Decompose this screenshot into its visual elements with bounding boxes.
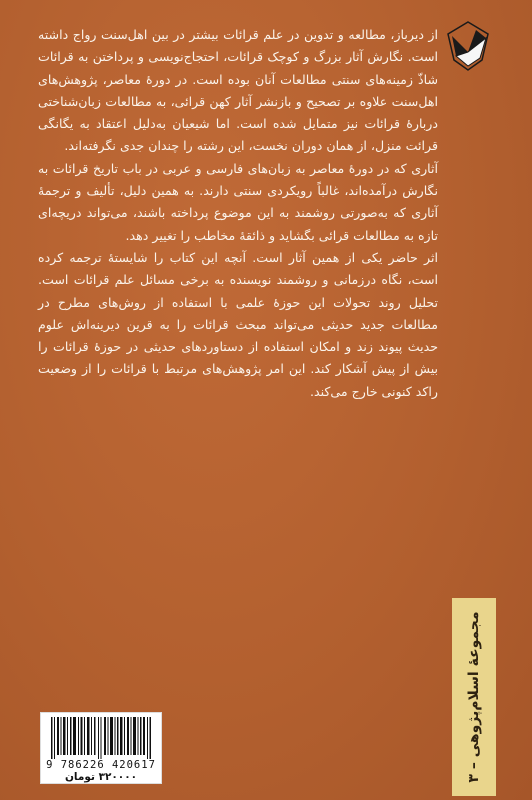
price-label: ۳۲۰۰۰۰ تومان bbox=[64, 771, 138, 783]
series-band bbox=[452, 598, 496, 796]
barcode-sticker bbox=[40, 712, 162, 784]
blurb-paragraph-1: از دیرباز، مطالعه و تدوین در علم قرائات بیشتر در بین اهل‌سنت رواج داشته است. نگارش آثار بزرگ و کوچک قرائات، احتجاج‌نویسی و پرداختن به قرائات شاذّ زمینه‌های سنتی مطالعات آنان بوده است. در دورهٔ معاصر، پژوهش‌های اهل‌سنت علاوه بر تصحیح و بازنشر آثار کهن قرائی، به مطالعات زبان‌شناختی دربارهٔ قرائات نیز متمایل شده است. اما شیعیان به‌دلیل اعتقاد به یگانگی قرائت منزل، از همان دوران نخست، این رشته را چندان جدی نگرفته‌اند. bbox=[38, 27, 438, 154]
back-cover-blurb bbox=[38, 24, 438, 403]
barcode-icon bbox=[49, 717, 153, 759]
blurb-paragraph-3: اثر حاضر یکی از همین آثار است. آنچه این کتاب را شایستهٔ ترجمه کرده است، نگاه درزمانی و روشمند نویسنده به برخی مسائل علم قرائات است. تحلیل روند تحولات این حوزهٔ علمی با استفاده از روش‌های مطرح در مطالعات جدید حدیثی می‌تواند مبحث قرائات را به قرین دیرینه‌اش علوم حدیث پیوند زند و امکان استفاده از دستاوردهای حدیثی در حوزهٔ قرائات را بیش از پیش آشکار کند. این امر پژوهش‌های مرتبط با قرائات را از وضعیت راکد کنونی خارج می‌کند. bbox=[38, 249, 438, 399]
blurb-paragraph-2: آثاری که در دورهٔ معاصر به زبان‌های فارسی و عربی در باب تاریخ قرائات به نگارش درآمده‌اند، غالباً رویکردی سنتی دارند. به همین دلیل، تألیف و ترجمهٔ آثاری که به‌صورتی روشمند به این موضوع پرداخته باشند، می‌تواند دریچه‌ای تازه به مطالعات قرائی بگشاید و ذائقهٔ مخاطب را تغییر دهد. bbox=[38, 160, 438, 243]
isbn-number: 9 786226 420617 bbox=[46, 759, 156, 771]
publisher-logo-icon bbox=[446, 20, 490, 72]
series-label: مجموعهٔ اسلام‌پژوهی – ۳ bbox=[466, 611, 482, 783]
